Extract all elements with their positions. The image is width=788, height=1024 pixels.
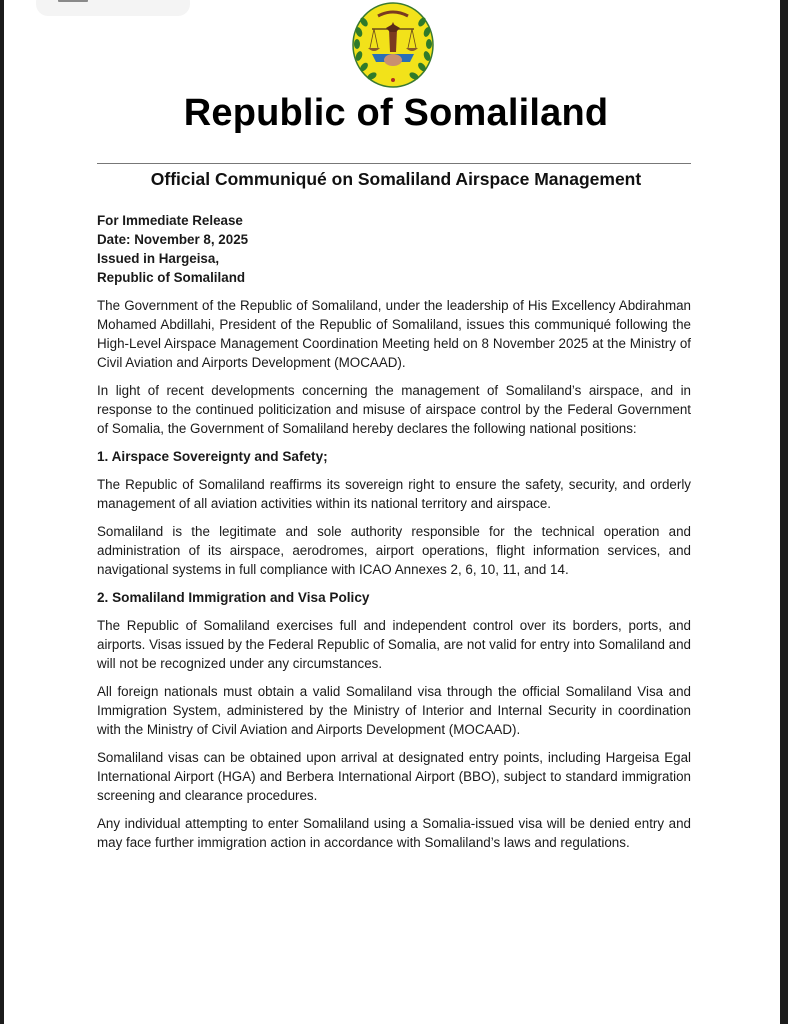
document-subtitle: Official Communiqué on Somaliland Airspace Management xyxy=(150,169,642,189)
toolbar-chip[interactable] xyxy=(36,0,190,16)
issuing-country: Republic of Somaliland xyxy=(97,270,246,285)
section-paragraph: All foreign nationals must obtain a valid Somaliland visa through the official Somaliland Visa and Immigration System, administered by the Ministry of Interior and Internal Security in coordination with the Ministry of Civil Aviation and Airports Development (MOCAAD). xyxy=(97,684,691,737)
release-type: For Immediate Release xyxy=(97,213,243,228)
section-paragraph: The Republic of Somaliland reaffirms its sovereign right to ensure the safety, security, and orderly management of all aviation activities within its national territory and airspace. xyxy=(97,477,691,511)
section-heading-immigration: 2. Somaliland Immigration and Visa Policy xyxy=(97,590,370,605)
release-date: Date: November 8, 2025 xyxy=(97,232,249,247)
document-page xyxy=(4,0,780,1024)
section-paragraph: Somaliland is the legitimate and sole authority responsible for the technical operation and administration of its airspace, aerodromes, airport operations, flight information services, and navigational systems in full compliance with ICAO Annexes 2, 6, 10, 11, and 14. xyxy=(97,524,691,577)
document-body xyxy=(97,211,691,861)
document-title: Republic of Somaliland xyxy=(183,92,609,134)
section-heading-airspace: 1. Airspace Sovereignty and Safety; xyxy=(97,449,328,464)
intro-paragraph: The Government of the Republic of Somaliland, under the leadership of His Excellency Abdirahman Mohamed Abdillahi, President of the Republic of Somaliland, issues this communiqué following the High-Level Airspace Management Coordination Meeting held on 8 November 2025 at the Ministry of Civil Aviation and Airports Development (MOCAAD). xyxy=(97,298,691,370)
issued-location: Issued in Hargeisa, xyxy=(97,251,220,266)
section-paragraph: Somaliland visas can be obtained upon arrival at designated entry points, including Hargeisa Egal International Airport (HGA) and Berbera International Airport (BBO), subject to standard immigration screening and clearance procedures. xyxy=(97,750,691,803)
release-info xyxy=(97,211,691,287)
somaliland-coat-of-arms-icon xyxy=(350,2,436,88)
title-divider xyxy=(97,163,691,164)
section-paragraph: Any individual attempting to enter Somaliland using a Somalia-issued visa will be denied entry and may face further immigration action in accordance with Somaliland’s laws and regulations. xyxy=(97,816,691,850)
handle-bar-icon xyxy=(58,0,88,2)
intro-paragraph: In light of recent developments concerning the management of Somaliland’s airspace, and in response to the continued politicization and misuse of airspace control by the Federal Government of Somalia, the Government of Somaliland hereby declares the following national positions: xyxy=(97,383,691,436)
section-paragraph: The Republic of Somaliland exercises full and independent control over its borders, ports, and airports. Visas issued by the Federal Republic of Somalia, are not valid for entry into Somaliland and will not be recognized under any circumstances. xyxy=(97,618,691,671)
